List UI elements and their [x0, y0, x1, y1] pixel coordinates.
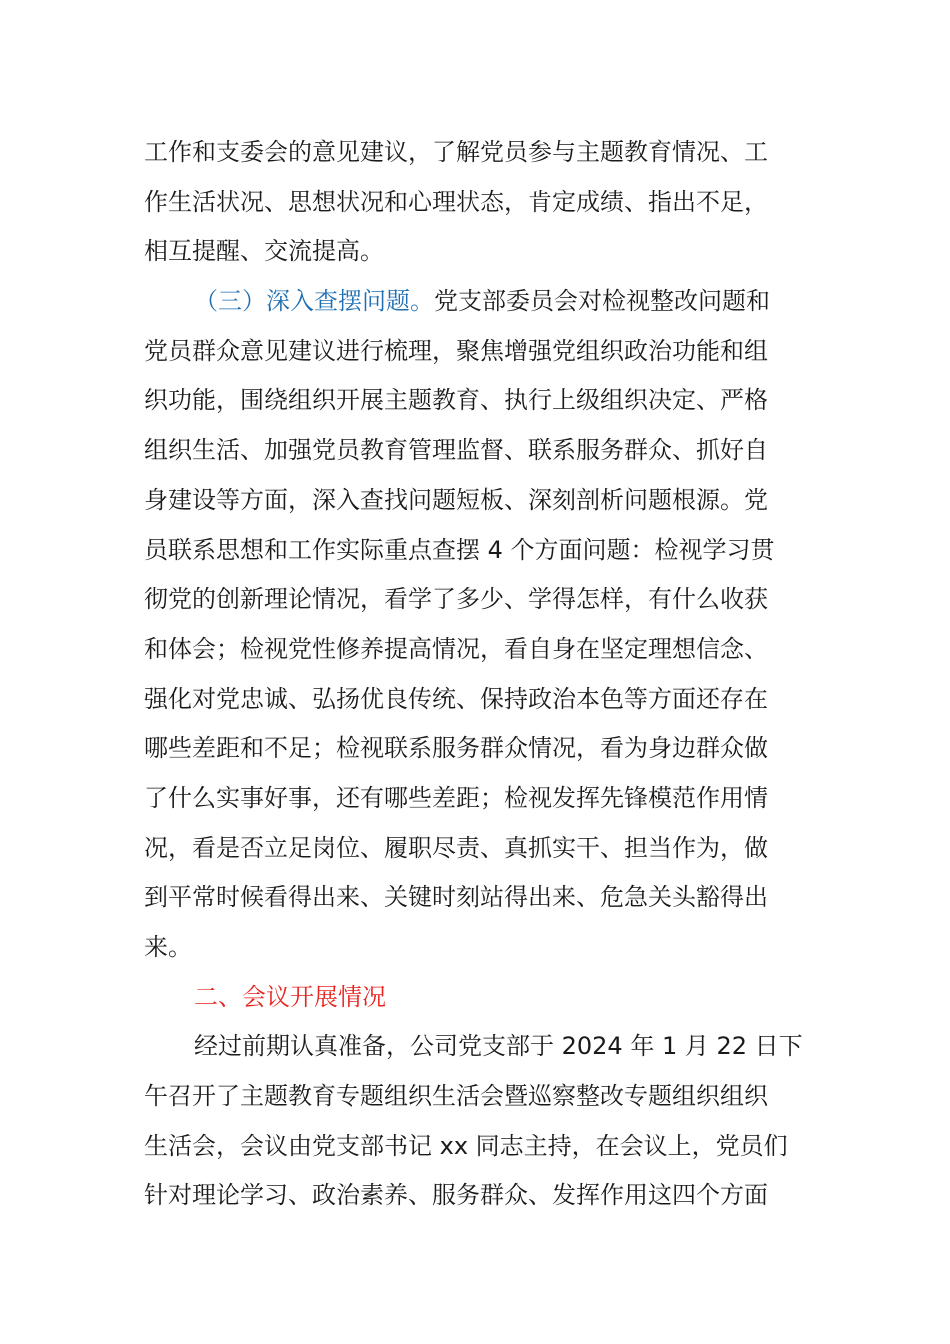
document-body	[144, 128, 803, 1221]
section-heading: 二、会议开展情况	[194, 982, 386, 1011]
paragraph-line: 身建设等方面，深入查找问题短板、深刻剖析问题根源。党	[144, 485, 768, 514]
paragraph-line: 经过前期认真准备，公司党支部于 2024 年 1 月 22 日下	[194, 1032, 803, 1061]
paragraph-line: 彻党的创新理论情况，看学了多少、学得怎样，有什么收获	[144, 585, 768, 614]
paragraph-line: 况，看是否立足岗位、履职尽责、真抓实干、担当作为，做	[144, 833, 768, 862]
paragraph-line: 午召开了主题教育专题组织生活会暨巡察整改专题组织组织	[144, 1082, 768, 1111]
paragraph-line: 党员群众意见建议进行梳理，聚焦增强党组织政治功能和组	[144, 336, 768, 365]
paragraph-text: 党支部委员会对检视整改问题和	[434, 287, 770, 316]
paragraph-line: 织功能，围绕组织开展主题教育、执行上级组织决定、严格	[144, 386, 768, 415]
paragraph-line: 到平常时候看得出来、关键时刻站得出来、危急关头豁得出	[144, 883, 768, 912]
subsection-heading: （三）深入查摆问题。	[194, 287, 434, 316]
paragraph-line: 针对理论学习、政治素养、服务群众、发挥作用这四个方面	[144, 1181, 768, 1210]
paragraph-line: 生活会，会议由党支部书记 xx 同志主持，在会议上，党员们	[144, 1131, 788, 1160]
paragraph-line: 员联系思想和工作实际重点查摆 4 个方面问题：检视学习贯	[144, 535, 775, 564]
paragraph-line: 哪些差距和不足；检视联系服务群众情况，看为身边群众做	[144, 734, 768, 763]
paragraph-line: 和体会；检视党性修养提高情况，看自身在坚定理想信念、	[144, 634, 768, 663]
paragraph-line: 强化对党忠诚、弘扬优良传统、保持政治本色等方面还存在	[144, 684, 768, 713]
paragraph-line: 组织生活、加强党员教育管理监督、联系服务群众、抓好自	[144, 436, 768, 465]
paragraph-line: 相互提醒、交流提高。	[144, 237, 384, 266]
paragraph-line: 来。	[144, 933, 192, 961]
paragraph-line: 了什么实事好事，还有哪些差距；检视发挥先锋模范作用情	[144, 783, 768, 812]
subsection-first-line	[144, 277, 794, 327]
paragraph-line: 作生活状况、思想状况和心理状态，肯定成绩、指出不足，	[144, 187, 768, 216]
paragraph-line: 工作和支委会的意见建议，了解党员参与主题教育情况、工	[144, 138, 768, 166]
